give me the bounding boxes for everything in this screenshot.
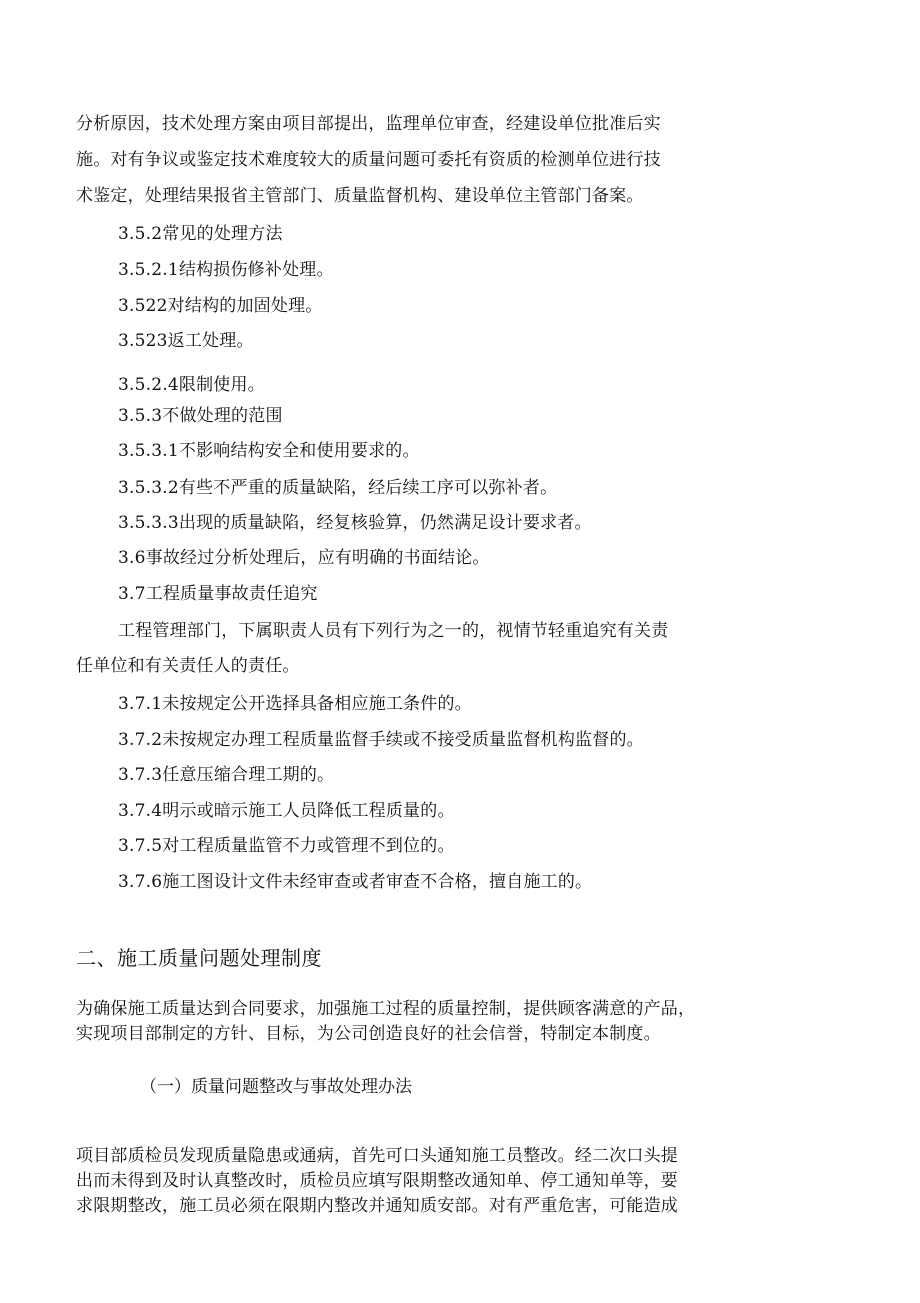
list-item: 3.5.2.1结构损伤修补处理。 [118, 260, 334, 280]
paragraph-line: 分析原因，技术处理方案由项目部提出，监理单位审查，经建设单位批准后实 [76, 114, 661, 134]
list-item: 3.5.2常见的处理方法 [118, 224, 283, 244]
paragraph-line: 求限期整改，施工员必须在限期内整改并通知质安部。对有严重危害，可能造成 [76, 1196, 678, 1216]
list-item: 3.5.3不做处理的范围 [118, 406, 283, 426]
paragraph-line: 实现项目部制定的方针、目标，为公司创造良好的社会信誉，特制定本制度。 [76, 1024, 661, 1044]
list-item: 3.7.2未按规定办理工程质量监督手续或不接受质量监督机构监督的。 [118, 730, 644, 750]
list-item: 3.7.5对工程质量监管不力或管理不到位的。 [118, 836, 455, 856]
list-item: 3.5.3.3出现的质量缺陷，经复核验算，仍然满足设计要求者。 [118, 513, 592, 533]
list-item: 3.7.3任意压缩合理工期的。 [118, 765, 335, 785]
paragraph-line: 为确保施工质量达到合同要求，加强施工过程的质量控制，提供顾客满意的产品， [76, 999, 696, 1019]
subsection-heading: （一）质量问题整改与事故处理办法 [140, 1077, 412, 1097]
section-heading: 二、施工质量问题处理制度 [76, 946, 322, 970]
paragraph-line: 任单位和有关责任人的责任。 [76, 656, 300, 676]
list-item: 3.6事故经过分析处理后，应有明确的书面结论。 [118, 548, 490, 568]
list-item: 3.7.4明示或暗示施工人员降低工程质量的。 [118, 801, 455, 821]
list-item: 3.5.3.2有些不严重的质量缺陷，经后续工序可以弥补者。 [118, 478, 558, 498]
list-item: 3.7工程质量事故责任追究 [118, 584, 318, 604]
paragraph-line: 工程管理部门，下属职责人员有下列行为之一的，视情节轻重追究有关责 [118, 621, 669, 641]
list-item: 3.5.3.1不影响结构安全和使用要求的。 [118, 441, 420, 461]
paragraph-line: 术鉴定，处理结果报省主管部门、质量监督机构、建设单位主管部门备案。 [76, 186, 644, 206]
list-item: 3.522对结构的加固处理。 [118, 296, 323, 316]
list-item: 3.7.1未按规定公开选择具备相应施工条件的。 [118, 694, 472, 714]
list-item: 3.7.6施工图设计文件未经审查或者审查不合格，擅自施工的。 [118, 872, 593, 892]
paragraph-line: 施。对有争议或鉴定技术难度较大的质量问题可委托有资质的检测单位进行技 [76, 150, 661, 170]
list-item: 3.5.2.4限制使用。 [118, 375, 265, 395]
paragraph-line: 项目部质检员发现质量隐患或通病，首先可口头通知施工员整改。经二次口头提 [76, 1146, 678, 1166]
list-item: 3.523返工处理。 [118, 331, 254, 351]
paragraph-line: 出而未得到及时认真整改时，质检员应填写限期整改通知单、停工通知单等，要 [76, 1171, 678, 1191]
